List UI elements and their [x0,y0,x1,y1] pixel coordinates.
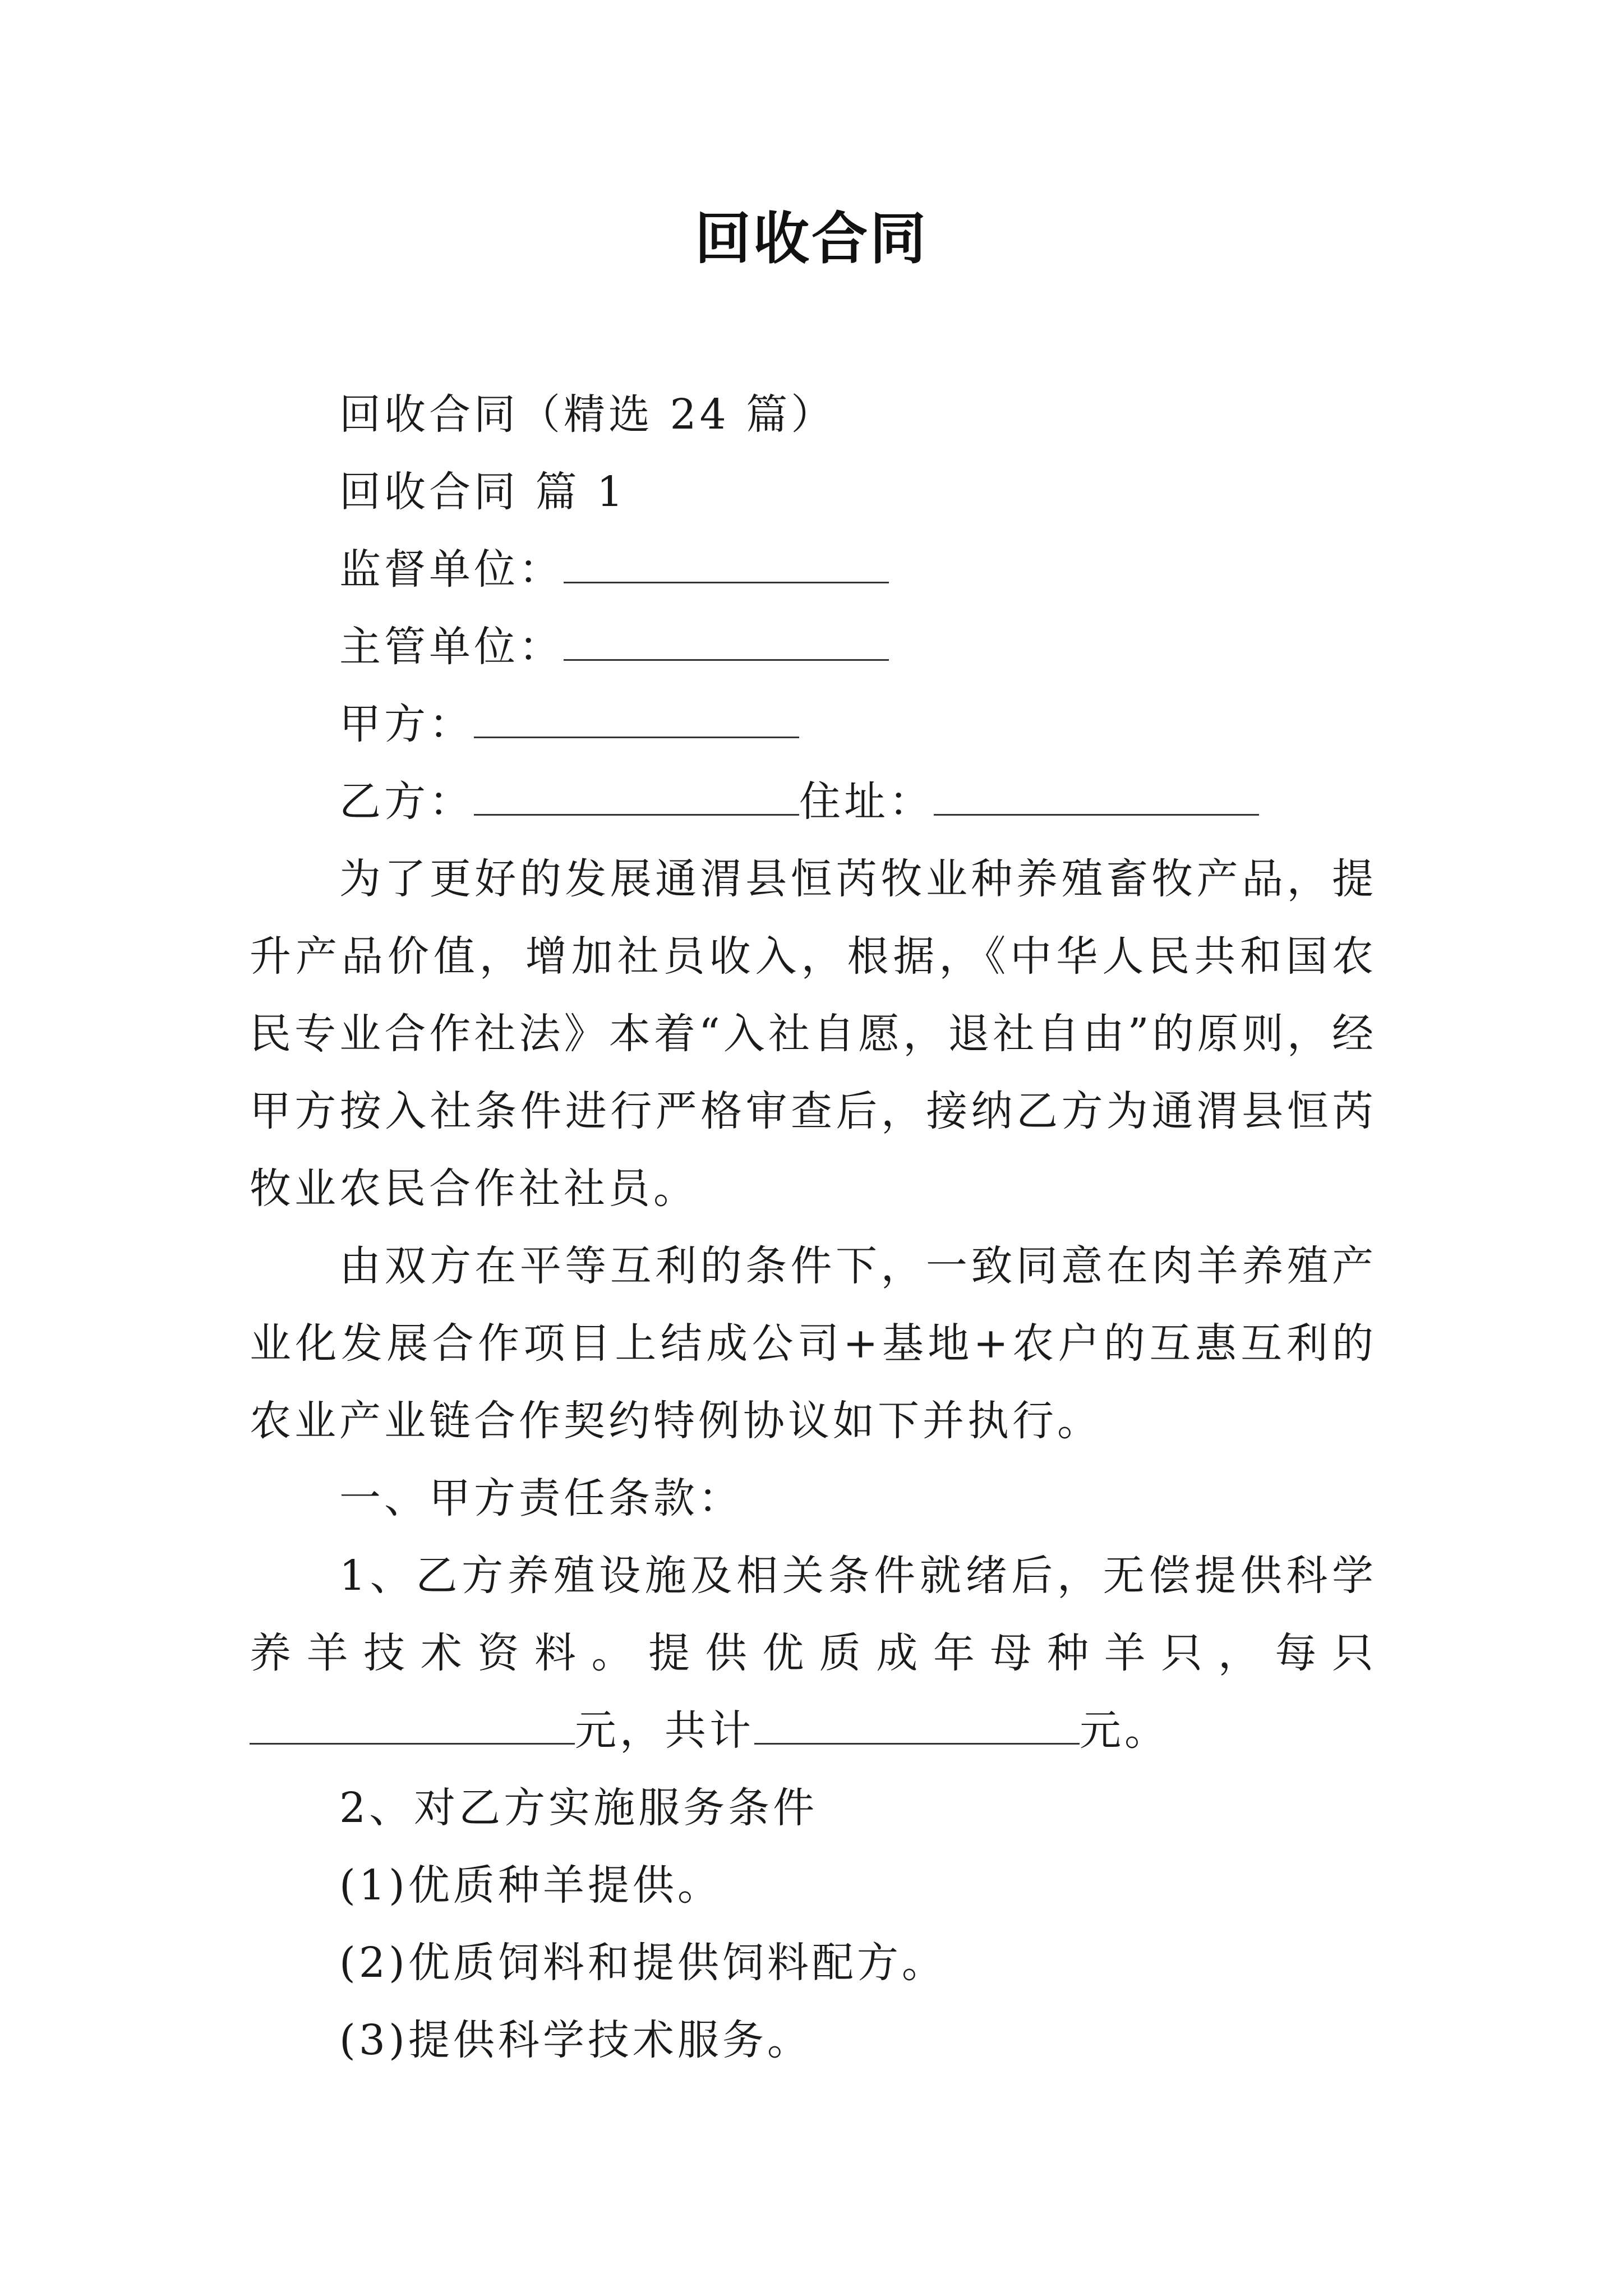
party-b-field-row [250,763,1377,840]
price-per-head-blank [250,1694,575,1745]
manager-blank [564,610,889,661]
supervisor-label: 监督单位： [339,545,564,593]
service-item: (3)提供科学技术服务。 [339,2016,812,2064]
service-item: (2)优质饲料和提供饲料配方。 [339,1939,947,1987]
paragraph-purpose: 为了更好的发展通渭县恒芮牧业种养殖畜牧产品，提升产品价值，增加社员收入，根据，《中华人民共和国农民专业合作社法》本着“入社自愿，退社自由”的原则，经甲方按入社条件进行严格审查后，接纳乙方为通渭县恒芮牧业农民合作社社员。 [250,855,1377,1213]
address-blank [934,765,1259,816]
clause-1-text: 1、乙方养殖设施及相关条件就绪后，无偿提供科学养羊技术资料。提供优质成年母种羊只，每只 [250,1552,1377,1677]
party-a-blank [474,687,799,738]
address-label: 住址： [799,777,934,826]
paragraph-agreement: 由双方在平等互利的条件下，一致同意在肉羊养殖产业化发展合作项目上结成公司+基地+农户的互惠互利的农业产业链合作契约特例协议如下并执行。 [250,1242,1377,1445]
document-title: 回收合同 [695,205,928,272]
service-item: (1)优质种羊提供。 [339,1861,722,1910]
clause-1 [250,1537,1377,1769]
manager-field-row [250,608,1377,685]
clause-1-total-label: 元，共计 [575,1706,754,1755]
manager-label: 主管单位： [339,623,564,671]
document-body [250,376,1377,2079]
clause-heading: 一、甲方责任条款： [339,1474,743,1522]
party-b-blank [474,765,799,816]
clause-2: 2、对乙方实施服务条件 [339,1784,818,1832]
party-a-field-row [250,685,1377,763]
total-price-blank [754,1694,1080,1745]
party-a-label: 甲方： [339,700,474,748]
supervisor-field-row [250,531,1377,608]
clause-1-end: 元。 [1080,1706,1169,1755]
document-subtitle: 回收合同（精选 24 篇） [339,390,836,439]
party-b-label: 乙方： [339,777,474,826]
section-heading: 回收合同 篇 1 [339,468,627,516]
supervisor-blank [564,532,889,583]
